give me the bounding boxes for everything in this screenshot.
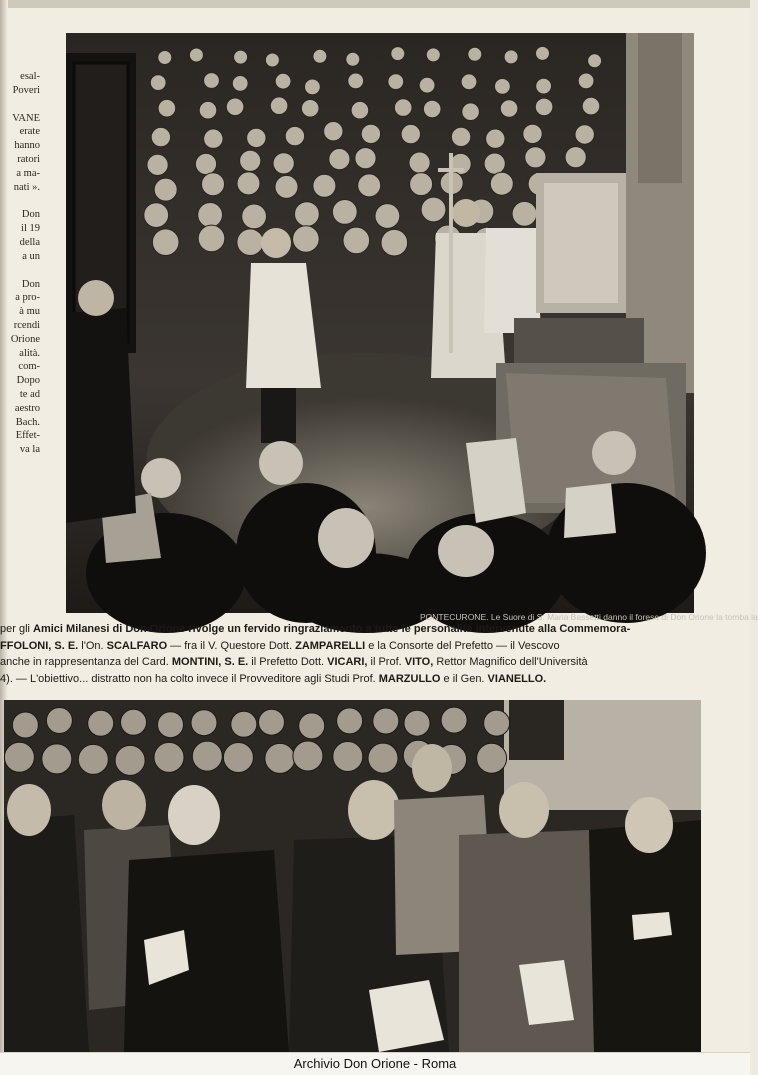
audience-head [121,709,147,735]
crowd-head [343,227,370,254]
crowd-head [198,203,223,228]
audience-head [299,713,325,739]
audience-head [191,710,217,736]
cropped-text-line: Poveri [12,84,40,96]
crowd-head [523,124,542,143]
crowd-head [295,202,320,227]
crowd-head [525,147,546,168]
crowd-head [329,149,350,170]
archive-footer [0,1052,750,1075]
crowd-head [313,49,327,63]
crowd-head [490,172,513,195]
audience-head [404,710,430,736]
crowd-head [202,173,225,196]
crowd-head [152,229,179,256]
crowd-head [151,127,170,146]
crowd-head [401,124,420,143]
crowd-head [500,100,518,118]
audience-head [223,743,253,773]
crowd-head [495,79,511,95]
crowd-head [275,73,291,89]
crowd-head [536,78,552,94]
cropped-text-line: nati ». [13,181,40,193]
crowd-head [242,204,267,229]
crowd-head [536,46,550,60]
top-paper-strip [0,0,750,8]
cropped-text-line: te ad [19,388,40,400]
crowd-head [144,203,169,228]
crowd-head [358,174,381,197]
crowd-head [535,98,553,116]
cropped-text-line: VANE [12,112,40,124]
audience-head [293,741,323,771]
crowd-head [486,129,505,148]
crowd-head [361,124,380,143]
photo-caption [0,621,750,683]
cropped-text-line: Bach. [15,416,40,428]
cropped-text-line: rcendi [13,319,40,331]
crowd-head [285,126,304,145]
crowd-head [391,47,405,61]
crowd-head [313,174,336,197]
audience-head [192,741,222,771]
cropped-text-line: à mu [19,306,40,318]
cropped-text-line: Don [21,278,40,290]
crowd-head [381,229,408,256]
crowd-head [351,101,369,119]
commemoration-crowd-photo [66,33,694,613]
audience-head [337,708,363,734]
crowd-head [147,154,168,175]
cropped-text-line: Don [21,209,40,221]
crowd-head [158,51,172,65]
crowd-head [588,54,602,68]
crowd-head [410,173,433,196]
archive-label: Archivio Don Orione - Roma [293,1056,457,1071]
crowd-head [247,128,266,147]
crowd-head [150,75,166,91]
audience-head [4,742,34,772]
cropped-text-line: Orione [10,333,40,345]
caption-line-4: 4). — L'obiettivo... distratto non ha colto invece il Provveditore agli Studi Prof. MARZULLO e il Gen. VIANELLO. [0,672,547,685]
crowd-head [355,148,376,169]
crowd-head [232,76,248,92]
crowd-head [332,200,357,225]
crowd-head [423,100,441,118]
crowd-head [270,97,288,115]
cropped-text-column [0,70,40,500]
cropped-text-line: erate [19,126,40,138]
crowd-head [204,73,220,89]
cropped-text-line: va la [19,444,40,456]
crowd-head [394,99,412,117]
caption-line-2: FFOLONI, S. E. l'On. SCALFARO — fra il V. Questore Dott. ZAMPARELLI e la Consorte del Prefetto — il Vescovo [0,639,560,652]
crowd-head [512,201,537,226]
crowd-head [234,50,248,64]
audience-head [78,744,108,774]
crowd-head [195,153,216,174]
audience-head [368,743,398,773]
audience-head [259,709,285,735]
crowd-head [419,77,435,93]
crowd-head [484,153,505,174]
crowd-head [305,79,321,95]
audience-head [231,711,257,737]
crowd-head [426,48,440,62]
crowd-head [199,101,217,119]
crowd-head [226,98,244,116]
cropped-text-line: esal- [20,71,40,82]
audience-head [42,744,72,774]
crowd-head [578,73,594,89]
crowd-head [158,99,176,117]
cropped-text-line: alità. [19,347,40,359]
crowd-head [462,103,480,121]
cropped-text-line: hanno [14,140,40,152]
audience-head [373,708,399,734]
caption-line-1: per gli Amici Milanesi di Don Orione rivolge un fervido ringraziamento a tutte le personalità intervenute alla Commemora- [0,623,631,635]
audience-head [12,712,38,738]
cropped-text-line: com- [18,361,40,373]
crowd-head [240,150,261,171]
audience-head [441,707,467,733]
audience-head [477,743,507,773]
audience-head [333,742,363,772]
crowd-head [189,48,203,62]
crowd-head [409,152,430,173]
audience-head [158,712,184,738]
crowd-head [421,197,446,222]
cropped-text-line: il 19 [21,223,40,235]
crowd-head [154,178,177,201]
crowd-head [504,50,518,64]
cropped-text-line: Dopo [16,375,40,387]
crowd-head [275,175,298,198]
bleed-through-text: PONTECURONE. Le Suore di S. Maria Bassetti danno il forese di Don Orione la tomba la [420,612,758,622]
crowd-head [575,125,594,144]
crowd-head [273,153,294,174]
audience-head [154,742,184,772]
cropped-text-line: a pro- [15,292,40,304]
crowd-head [565,147,586,168]
crowd-head [301,100,319,118]
dignitaries-photo [4,700,701,1052]
audience-head [484,710,510,736]
caption-line-3: anche in rappresentanza del Card. MONTINI, S. E. il Prefetto Dott. VICARI, il Prof. VITO, Rettor Magnifico dell'Università [0,656,588,668]
cropped-text-line: a un [22,250,40,262]
crowd-head [198,225,225,252]
cropped-text-line: aestro [14,402,40,414]
cropped-text-line: ratori [17,153,40,165]
crowd-head [324,122,343,141]
crowd-head [293,226,320,253]
crowd-head [204,129,223,148]
crowd-head [348,73,364,89]
audience-head [265,743,295,773]
audience-head [115,745,145,775]
crowd-head [375,204,400,229]
cropped-text-line: a ma- [16,167,40,179]
cropped-text-line: della [19,236,40,248]
cropped-text-line: Effet- [15,430,40,442]
crowd-head [388,74,404,90]
crowd-head [451,127,470,146]
audience-head [88,710,114,736]
audience-head [46,708,72,734]
crowd-head [237,172,260,195]
crowd-head [237,229,264,256]
crowd-head [265,53,279,67]
crowd-head [346,52,360,66]
crowd-head [468,47,482,61]
crowd-head [461,74,477,90]
crowd-head [582,97,600,115]
